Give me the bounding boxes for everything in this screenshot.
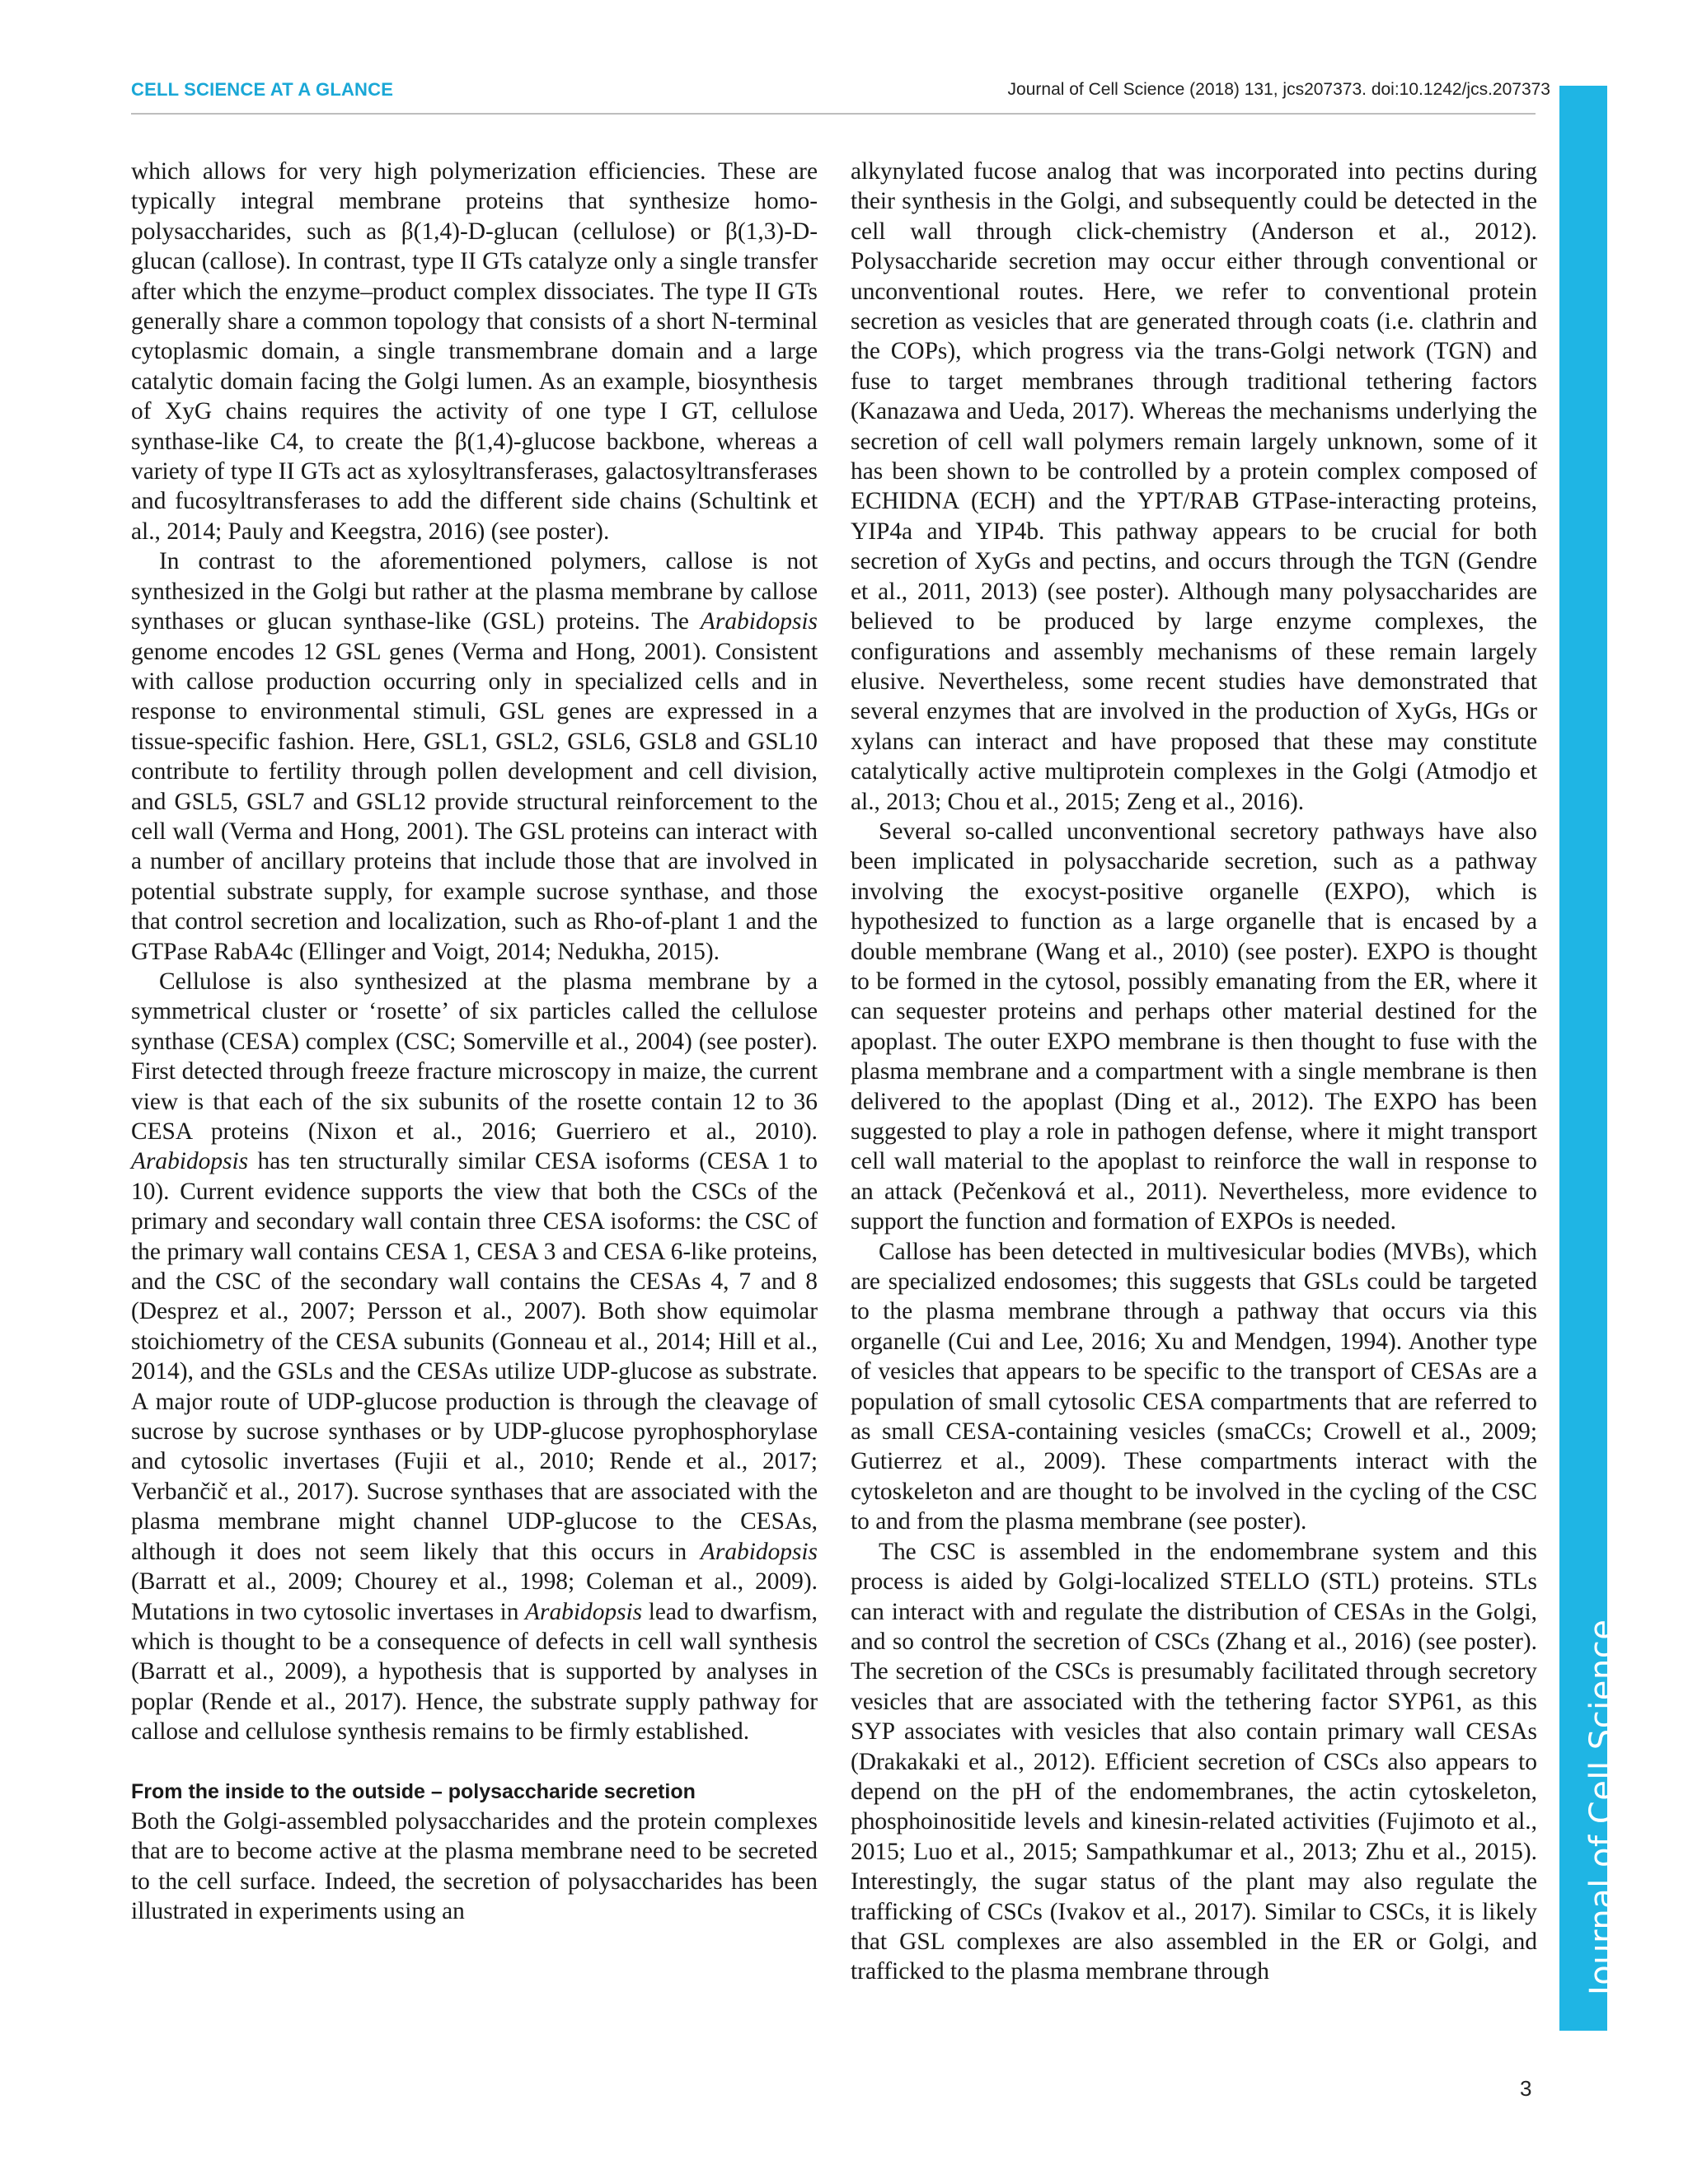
left-column	[131, 157, 818, 1927]
left-paragraph-4: Both the Golgi-assembled polysaccharides and the protein complexes that are to become active at the plasma membrane need to be secreted to the cell surface. Indeed, the secretion of polysaccharides has been illustrated in experiments using an	[131, 1807, 818, 1925]
text-run: has ten structurally similar CESA isoforms (CESA 1 to 10). Current evidence supports the view that both the CSCs of the primary and secondary wall contain three CESA isoforms: the CSC of the primary wall contains CESA 1, CESA 3 and CESA 6-like proteins, and the CSC of the secondary wall contains the CESAs 4, 7 and 8 (Desprez et al., 2007; Persson et al., 2007). Both show equimolar stoichiometry of the CESA subunits (Gonneau et al., 2014; Hill et al., 2014), and the GSLs and the CESAs utilize UDP-glucose as substrate. A major route of UDP-glucose production is through the cleavage of sucrose by sucrose synthases or by UDP-glucose pyrophosphorylase and cytosolic invertases (Fujii et al., 2010; Rende et al., 2017; Verbančič et al., 2017). Sucrose synthases that are associated with the plasma membrane might channel UDP-glucose to the CESAs, although it does not seem likely that this occurs in	[131, 1148, 818, 1565]
section-heading: From the inside to the outside – polysaccharide secretion	[131, 1779, 696, 1803]
left-paragraph-2	[131, 546, 818, 967]
header-divider	[131, 113, 1536, 115]
right-paragraph-3: Callose has been detected in multivesicular bodies (MVBs), which are specialized endosomes; this suggests that GSLs could be targeted to the plasma membrane through a pathway that occurs via this organelle (Cui and Lee, 2016; Xu and Mendgen, 1994). Another type of vesicles that appears to be specific to the transport of CESAs are a population of small cytosolic CESA compartments that are referred to as small CESA-containing vesicles (smaCCs; Crowell et al., 2009; Gutierrez et al., 2009). These compartments interact with the cytoskeleton and are thought to be involved in the cycling of the CSC to and from the plasma membrane (see poster).	[851, 1238, 1537, 1535]
right-column	[851, 157, 1537, 1987]
text-run: (Barratt et al., 2009; Chourey et al., 1998; Coleman et al., 2009). Mutations in two cytosolic invertases in	[131, 1568, 818, 1625]
section-label: CELL SCIENCE AT A GLANCE	[131, 79, 394, 100]
journal-side-banner-text: Journal of Cell Science	[1583, 1619, 1621, 1995]
journal-citation: Journal of Cell Science (2018) 131, jcs207373. doi:10.1242/jcs.207373	[1007, 80, 1550, 99]
left-paragraph-1: which allows for very high polymerization efficiencies. These are typically integral membrane proteins that synthesize homo-polysaccharides, such as β(1,4)-D-glucan (cellulose) or β(1,3)-D-glucan (callose). In contrast, type II GTs catalyze only a single transfer after which the enzyme–product complex dissociates. The type II GTs generally share a common topology that consists of a short N-terminal cytoplasmic domain, a single transmembrane domain and a large catalytic domain facing the Golgi lumen. As an example, biosynthesis of XyG chains requires the activity of one type I GT, cellulose synthase-like C4, to create the β(1,4)-glucose backbone, whereas a variety of type II GTs act as xylosyltransferases, galactosyltransferases and fucosyltransferases to add the different side chains (Schultink et al., 2014; Pauly and Keegstra, 2016) (see poster).	[131, 158, 818, 545]
species-name: Arabidopsis	[700, 608, 818, 635]
left-paragraph-3	[131, 967, 818, 1747]
species-name: Arabidopsis	[131, 1148, 249, 1175]
text-run: lead to dwarfism, which is thought to be a consequence of defects in cell wall synthesis (Barratt et al., 2009), a hypothesis that is supported by analyses in poplar (Rende et al., 2017). Hence, the substrate supply pathway for callose and cellulose synthesis remains to be firmly established.	[131, 1598, 818, 1746]
species-name: Arabidopsis	[700, 1538, 818, 1565]
text-run: Cellulose is also synthesized at the plasma membrane by a symmetrical cluster or ‘rosette’ of six particles called the cellulose synthase (CESA) complex (CSC; Somerville et al., 2004) (see poster). First detected through freeze fracture microscopy in maize, the current view is that each of the six subunits of the rosette contain 12 to 36 CESA proteins (Nixon et al., 2016; Guerriero et al., 2010).	[131, 968, 818, 1145]
right-paragraph-4: The CSC is assembled in the endomembrane system and this process is aided by Golgi-localized STELLO (STL) proteins. STLs can interact with and regulate the distribution of CESAs in the Golgi, and so control the secretion of CSCs (Zhang et al., 2016) (see poster). The secretion of the CSCs is presumably facilitated through secretory vesicles that are associated with the tethering factor SYP61, as this SYP associates with vesicles that also contain primary wall CESAs (Drakakaki et al., 2012). Efficient secretion of CSCs also appears to depend on the pH of the endomembranes, the actin cytoskeleton, phosphoinositide levels and kinesin-related activities (Fujimoto et al., 2015; Luo et al., 2015; Sampathkumar et al., 2013; Zhu et al., 2015). Interestingly, the sugar status of the plant may also regulate the trafficking of CSCs (Ivakov et al., 2017). Similar to CSCs, it is likely that GSL complexes are also assembled in the ER or Golgi, and trafficked to the plasma membrane through	[851, 1538, 1537, 1985]
right-paragraph-1: alkynylated fucose analog that was incorporated into pectins during their synthesis in the Golgi, and subsequently could be detected in the cell wall through click-chemistry (Anderson et al., 2012). Polysaccharide secretion may occur either through conventional or unconventional routes. Here, we refer to conventional protein secretion as vesicles that are generated through coats (i.e. clathrin and the COPs), which progress via the trans-Golgi network (TGN) and fuse to target membranes through traditional tethering factors (Kanazawa and Ueda, 2017). Whereas the mechanisms underlying the secretion of cell wall polymers remain largely unknown, some of it has been shown to be controlled by a protein complex composed of ECHIDNA (ECH) and the YPT/RAB GTPase-interacting proteins, YIP4a and YIP4b. This pathway appears to be crucial for both secretion of XyGs and pectins, and occurs through the TGN (Gendre et al., 2011, 2013) (see poster). Although many polysaccharides are believed to be produced by large enzyme complexes, the configurations and assembly mechanisms of these remain largely elusive. Nevertheless, some recent studies have demonstrated that several enzymes that are involved in the production of XyGs, HGs or xylans can interact and have proposed that these may constitute catalytically active multiprotein complexes in the Golgi (Atmodjo et al., 2013; Chou et al., 2015; Zeng et al., 2016).	[851, 158, 1537, 815]
species-name: Arabidopsis	[525, 1598, 643, 1625]
text-run: genome encodes 12 GSL genes (Verma and Hong, 2001). Consistent with callose production occurring only in specialized cells and in response to environmental stimuli, GSL genes are expressed in a tissue-specific fashion. Here, GSL1, GSL2, GSL6, GSL8 and GSL10 contribute to fertility through pollen development and cell division, and GSL5, GSL7 and GSL12 provide structural reinforcement to the cell wall (Verma and Hong, 2001). The GSL proteins can interact with a number of ancillary proteins that include those that are involved in potential substrate supply, for example sucrose synthase, and those that control secretion and localization, such as Rho-of-plant 1 and the GTPase RabA4c (Ellinger and Voigt, 2014; Nedukha, 2015).	[131, 638, 818, 965]
text-run: In contrast to the aforementioned polymers, callose is not synthesized in the Golgi but rather at the plasma membrane by callose synthases or glucan synthase-like (GSL) proteins. The	[131, 548, 818, 635]
right-paragraph-2: Several so-called unconventional secretory pathways have also been implicated in polysaccharide secretion, such as a pathway involving the exocyst-positive organelle (EXPO), which is hypothesized to function as a large organelle that is encased by a double membrane (Wang et al., 2010) (see poster). EXPO is thought to be formed in the cytosol, possibly emanating from the ER, where it can sequester proteins and perhaps other material destined for the apoplast. The outer EXPO membrane is then thought to fuse with the plasma membrane and a compartment with a single membrane is then delivered to the apoplast (Ding et al., 2012). The EXPO has been suggested to play a role in pathogen defense, where it might transport cell wall material to the apoplast to reinforce the wall in response to an attack (Pečenková et al., 2011). Nevertheless, more evidence to support the function and formation of EXPOs is needed.	[851, 818, 1537, 1235]
page-number: 3	[1520, 2076, 1532, 2101]
